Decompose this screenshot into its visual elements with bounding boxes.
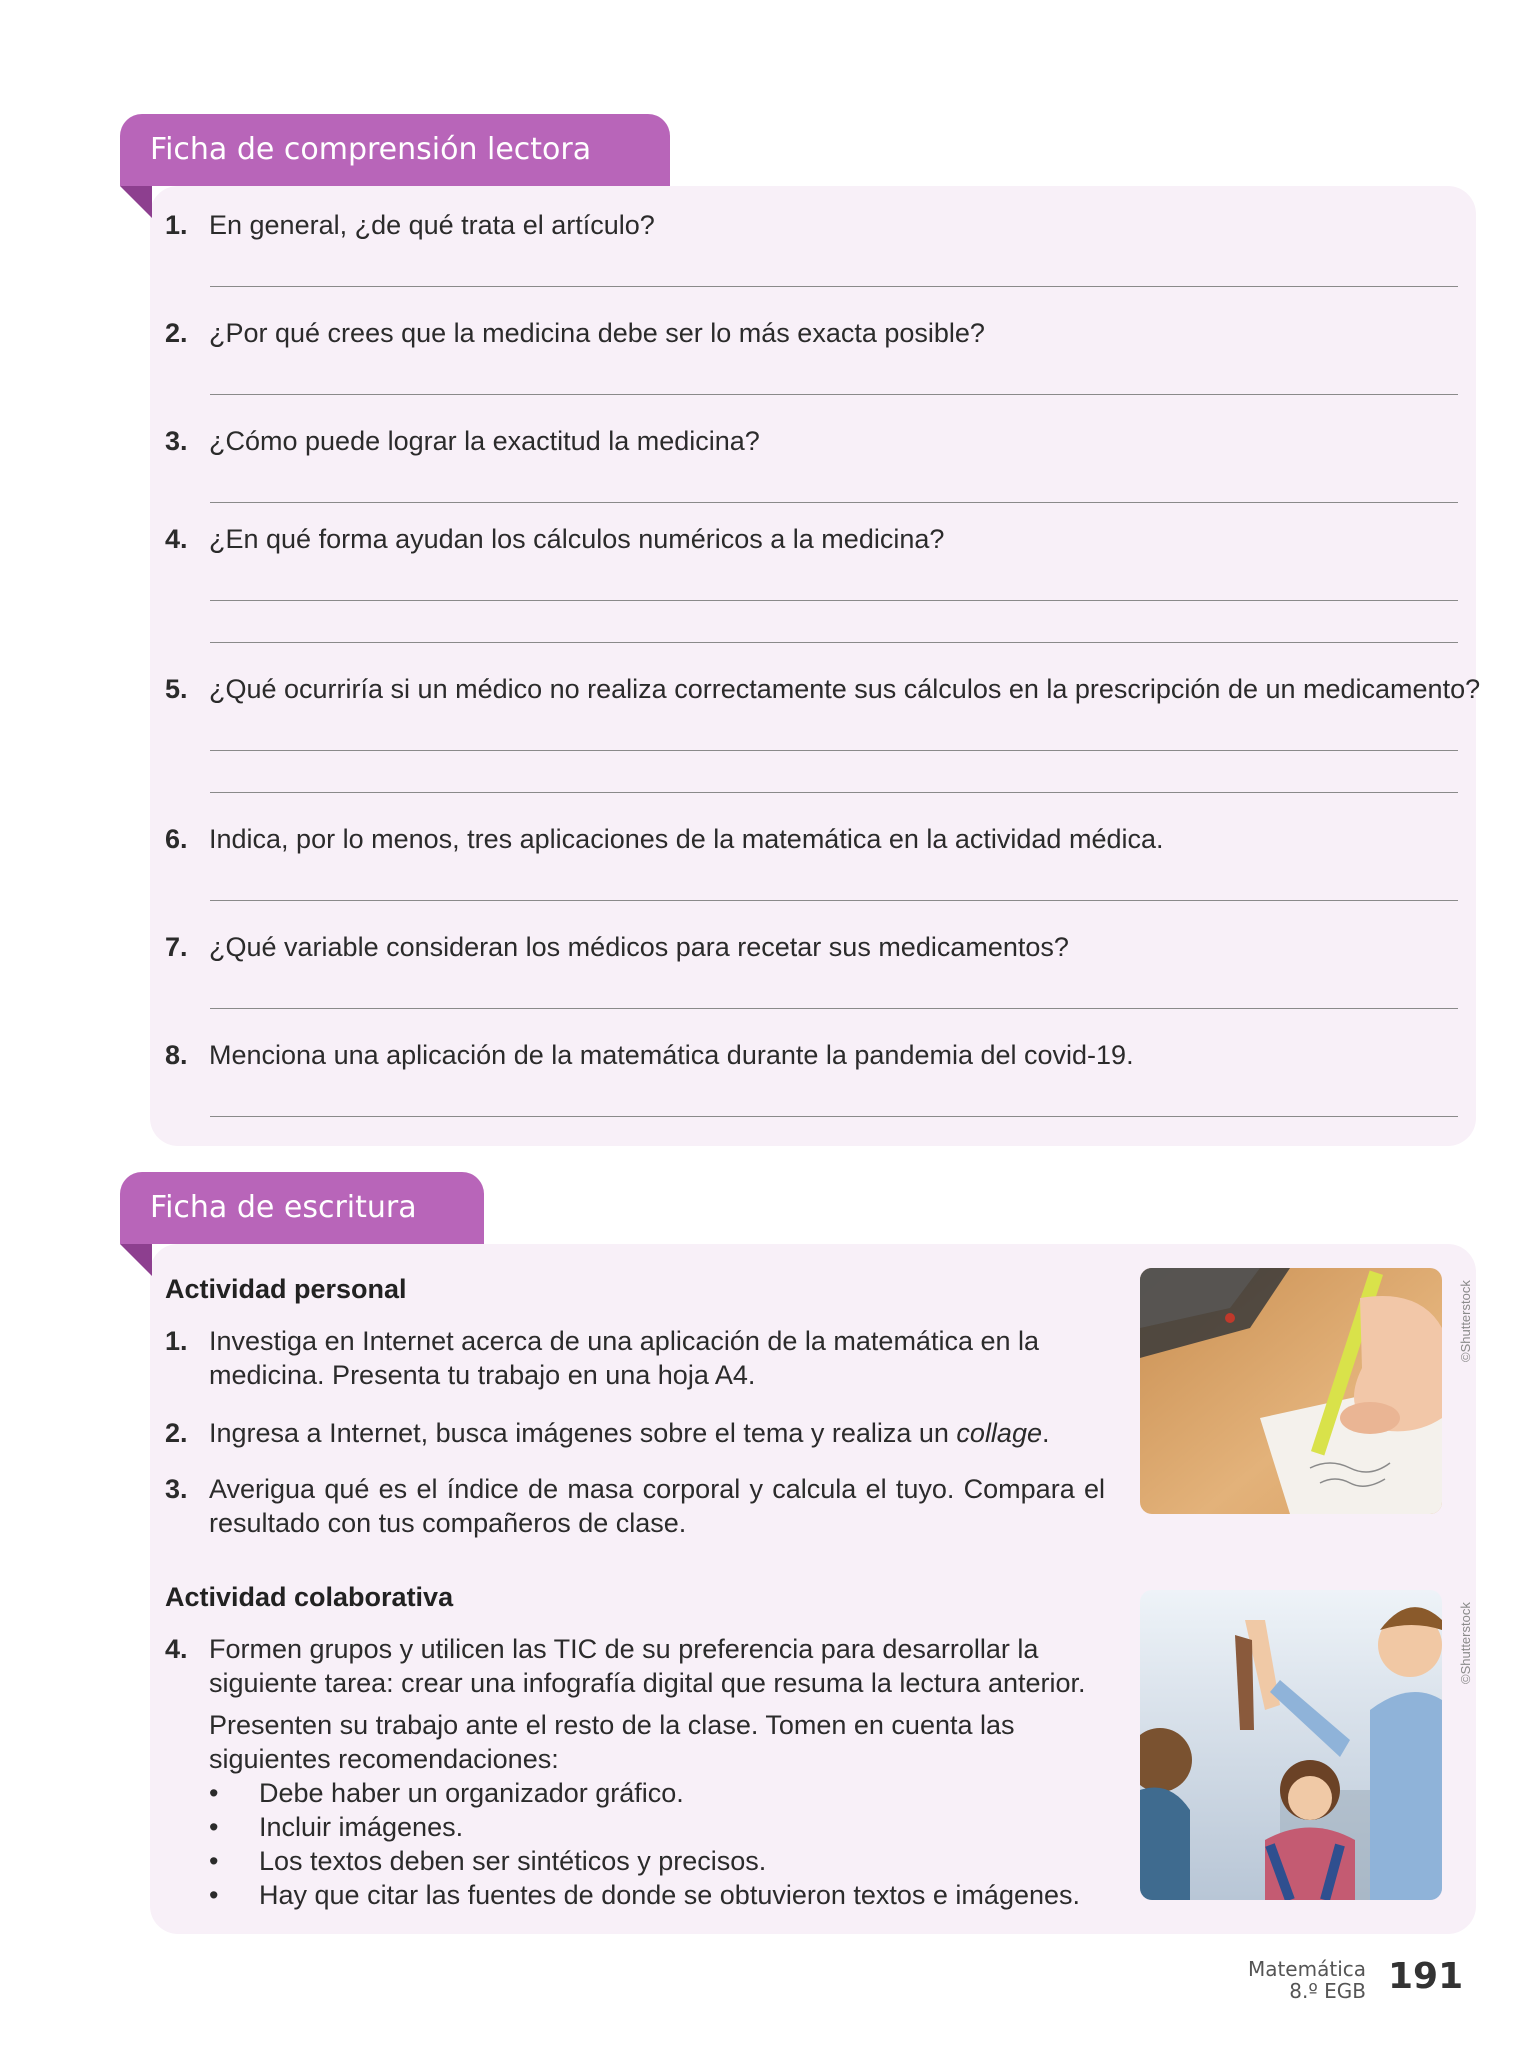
item-number: 3. <box>165 1474 188 1504</box>
answer-line[interactable] <box>210 900 1458 901</box>
question-number: 5. <box>165 674 188 704</box>
bullet-item: • Debe haber un organizador gráfico. <box>209 1776 1110 1810</box>
question-text: ¿Qué variable consideran los médicos para recetar sus medicamentos? <box>209 932 1069 962</box>
question-number: 3. <box>165 426 188 456</box>
answer-line[interactable] <box>210 792 1458 793</box>
photo-hand-writing-image <box>1140 1268 1442 1514</box>
writing-section-title: Ficha de escritura <box>150 1190 417 1225</box>
question-number: 1. <box>165 210 188 240</box>
question-3 <box>165 424 760 458</box>
question-number: 6. <box>165 824 188 854</box>
photo-credit-2: ©Shutterstock <box>1458 1602 1473 1684</box>
item-text: Formen grupos y utilicen las TIC de su preferencia para desarrollar la siguiente tarea: crear una infografía digital que resuma la lectura anterior. <box>209 1634 1086 1698</box>
personal-activity-heading: Actividad personal <box>165 1274 407 1304</box>
bullet-item: • Hay que citar las fuentes de donde se obtuvieron textos e imágenes. <box>209 1878 1110 1912</box>
writing-item-4 <box>165 1632 1110 1912</box>
bullet-item: • Incluir imágenes. <box>209 1810 1110 1844</box>
photo-hand-writing <box>1140 1268 1442 1514</box>
question-number: 2. <box>165 318 188 348</box>
question-2 <box>165 316 985 350</box>
item-text: Averigua qué es el índice de masa corporal y calcula el tuyo. Compara el resultado con tus compañeros de clase. <box>209 1474 1105 1538</box>
writing-item-2 <box>165 1416 1105 1450</box>
question-7 <box>165 930 1069 964</box>
footer-grade: 8.º EGB <box>1289 1979 1366 2003</box>
question-1 <box>165 208 655 242</box>
question-text: ¿Qué ocurriría si un médico no realiza correctamente sus cálculos en la prescripción de un medicamento? <box>209 674 1481 704</box>
question-6 <box>165 822 1164 856</box>
photo-high-five-image <box>1140 1590 1442 1900</box>
writing-item-3 <box>165 1472 1105 1540</box>
question-text: ¿Cómo puede lograr la exactitud la medicina? <box>209 426 760 456</box>
writing-item-1 <box>165 1324 1105 1392</box>
question-text: Indica, por lo menos, tres aplicaciones de la matemática en la actividad médica. <box>209 824 1164 854</box>
answer-line[interactable] <box>210 642 1458 643</box>
answer-line[interactable] <box>210 600 1458 601</box>
item-text-part: . <box>1041 1418 1050 1448</box>
question-number: 7. <box>165 932 188 962</box>
reading-section-tab <box>120 114 670 186</box>
photo-high-five <box>1140 1590 1442 1900</box>
item-text <box>209 1416 1105 1450</box>
answer-line[interactable] <box>210 394 1458 395</box>
writing-tab-fold <box>120 1244 152 1276</box>
item-number: 4. <box>165 1634 188 1664</box>
question-8 <box>165 1038 1134 1072</box>
answer-line[interactable] <box>210 1008 1458 1009</box>
item-text-part: Ingresa a Internet, busca imágenes sobre el tema y realiza un <box>209 1418 957 1448</box>
collaborative-activity-heading: Actividad colaborativa <box>165 1582 454 1612</box>
question-text: ¿En qué forma ayudan los cálculos numéricos a la medicina? <box>209 524 945 554</box>
answer-line[interactable] <box>210 286 1458 287</box>
question-5 <box>165 672 1480 706</box>
reading-tab-fold <box>120 186 152 218</box>
footer-subject-name: Matemática <box>1247 1957 1366 1981</box>
item-text-2: Presenten su trabajo ante el resto de la clase. Tomen en cuenta las siguientes recomendaciones: <box>209 1710 1015 1774</box>
bullet-item: • Los textos deben ser sintéticos y precisos. <box>209 1844 1110 1878</box>
question-text: ¿Por qué crees que la medicina debe ser lo más exacta posible? <box>209 318 985 348</box>
answer-line[interactable] <box>210 1116 1458 1117</box>
question-text: Menciona una aplicación de la matemática durante la pandemia del covid-19. <box>209 1040 1134 1070</box>
writing-section-tab <box>120 1172 484 1244</box>
recommendations-list <box>209 1776 1110 1912</box>
page-number: 191 <box>1388 1956 1464 1997</box>
question-number: 8. <box>165 1040 188 1070</box>
photo-credit-1: ©Shutterstock <box>1458 1280 1473 1362</box>
reading-section-title: Ficha de comprensión lectora <box>150 132 592 167</box>
item-text: Investiga en Internet acerca de una aplicación de la matemática en la medicina. Presenta tu trabajo en una hoja A4. <box>209 1326 1040 1390</box>
question-4 <box>165 522 944 556</box>
item-number: 1. <box>165 1326 188 1356</box>
answer-line[interactable] <box>210 750 1458 751</box>
item-number: 2. <box>165 1418 188 1448</box>
answer-line[interactable] <box>210 502 1458 503</box>
question-number: 4. <box>165 524 188 554</box>
footer-subject <box>1248 1958 1366 2002</box>
question-text: En general, ¿de qué trata el artículo? <box>209 210 655 240</box>
item-text-italic: collage <box>956 1418 1042 1448</box>
